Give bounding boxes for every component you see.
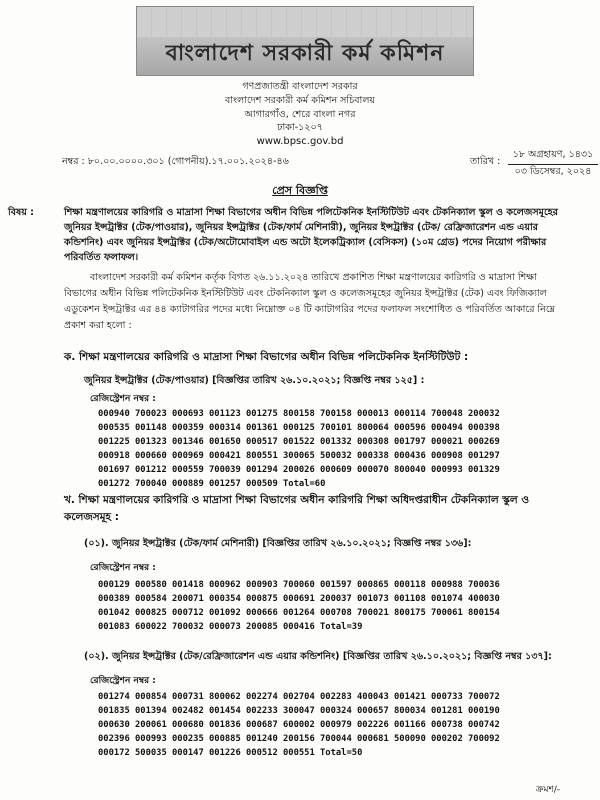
registration-number: 001166	[394, 720, 426, 730]
registration-number: 300065	[283, 451, 315, 461]
registration-number: 700044	[320, 734, 352, 744]
registration-row	[98, 421, 505, 435]
registration-row	[98, 704, 505, 718]
registration-number: 001272	[98, 479, 130, 489]
registration-number: 000125	[283, 423, 315, 433]
registration-number: 000147	[172, 748, 204, 758]
section-a-post: জুনিয়র ইন্সট্রাক্টর (টেক/পাওয়ার) [বিজ্ঞপ্তির তারিখ ২৬.১০.২০২১; বিজ্ঞপ্তি নম্বর ১২৫] :	[84, 375, 425, 386]
date-label: তারিখ :	[470, 156, 501, 167]
registration-number: 000742	[468, 720, 500, 730]
registration-number: 000324	[320, 706, 352, 716]
registration-number: 200061	[135, 720, 167, 730]
registration-number: 001418	[172, 580, 204, 590]
registration-number: 001108	[394, 594, 426, 604]
registration-number: 001346	[172, 437, 204, 447]
section-a-reg-grid	[98, 407, 505, 491]
registration-number: 600002	[283, 720, 315, 730]
registration-number: 001074	[431, 594, 463, 604]
registration-number: 700036	[468, 580, 500, 590]
section-b-post-1: (০১). জুনিয়র ইন্সট্রাক্টর (টেক/ফার্ম মেশিনারী) [বিজ্ঞপ্তির তারিখ ২৬.১০.২০২১; বিজ্ঞপ্তি নম্বর ১৩৬]:	[84, 538, 472, 549]
registration-number: 000889	[172, 479, 204, 489]
registration-row	[98, 449, 505, 463]
registration-number: 700023	[135, 409, 167, 419]
registration-number: 000708	[320, 608, 352, 618]
registration-number: 000825	[135, 608, 167, 618]
registration-number: 000517	[246, 437, 278, 447]
registration-number: 001148	[135, 423, 167, 433]
registration-row	[98, 435, 505, 449]
registration-number: 001092	[209, 608, 241, 618]
registration-number: 000354	[209, 594, 241, 604]
registration-number: 000962	[209, 580, 241, 590]
registration-number: 001212	[135, 465, 167, 475]
registration-number: 001332	[320, 437, 352, 447]
registration-number: 001123	[209, 409, 241, 419]
registration-number: 000630	[98, 720, 130, 730]
registration-number: 000993	[431, 465, 463, 475]
registration-number: 200026	[283, 465, 315, 475]
registration-number: 000666	[246, 608, 278, 618]
registration-number: 001329	[468, 465, 500, 475]
registration-number: 000712	[172, 608, 204, 618]
header-city: ঢাকা-১২০৭	[277, 122, 323, 133]
registration-number: 001323	[135, 437, 167, 447]
registration-number: 800175	[394, 608, 426, 618]
registration-number: 000073	[209, 622, 241, 632]
registration-number: 000731	[172, 692, 204, 702]
registration-number: 600022	[135, 622, 167, 632]
registration-number: 001797	[394, 437, 426, 447]
registration-number: 000584	[135, 594, 167, 604]
registration-row	[98, 463, 505, 477]
registration-number: 001042	[98, 608, 130, 618]
registration-row	[98, 578, 505, 592]
registration-row	[98, 718, 505, 732]
registration-number: 001361	[246, 423, 278, 433]
registration-number: 000235	[172, 734, 204, 744]
registration-number: 000609	[320, 465, 352, 475]
registration-number: 000338	[357, 451, 389, 461]
registration-row	[98, 746, 505, 760]
registration-number: 002233	[246, 706, 278, 716]
registration-number: 001240	[246, 734, 278, 744]
memo-date	[508, 148, 598, 180]
registration-number: 002274	[246, 692, 278, 702]
registration-row	[98, 407, 505, 421]
registration-number: 002283	[320, 692, 352, 702]
registration-number: 000680	[172, 720, 204, 730]
registration-number: 000865	[357, 580, 389, 590]
registration-number: 002482	[172, 706, 204, 716]
registration-number: 002396	[98, 734, 130, 744]
registration-row	[98, 606, 505, 620]
registration-number: 001225	[98, 437, 130, 447]
registration-number: 000580	[135, 580, 167, 590]
registration-number: 001836	[209, 720, 241, 730]
section-a-heading: ক. শিক্ষা মন্ত্রণালয়ের কারিগরি ও মাদ্রাসা শিক্ষা বিভাগের অধীন বিভিন্ন পলিটেকনিক ইনস্টিটিউট :	[64, 351, 469, 363]
header-website: www.bpsc.gov.bd	[256, 136, 344, 147]
date-english: ০৩ ডিসেম্বর, ২০২৪	[514, 166, 592, 177]
registration-number: 800158	[283, 409, 315, 419]
registration-number: 700060	[283, 580, 315, 590]
section-b-reg-label-2: রেজিস্ট্রেশন নম্বর :	[90, 676, 156, 686]
registration-number: 500035	[135, 748, 167, 758]
registration-number: 001835	[98, 706, 130, 716]
section-b-heading: খ. শিক্ষা মন্ত্রণালয়ের কারিগরি ও মাদ্রাসা শিক্ষা বিভাগের অধীন কারিগরি শিক্ষা অধিদপ্তরাধীন টেকনিক্যাল স্কুল ও কলেজসমূহ :	[64, 494, 530, 523]
registration-number: 700048	[431, 409, 463, 419]
commission-banner-photo	[136, 6, 474, 76]
registration-number: 400043	[357, 692, 389, 702]
registration-number: 001297	[468, 451, 500, 461]
registration-number: 000903	[246, 580, 278, 590]
registration-number: 000693	[172, 409, 204, 419]
header-address: আগারগাঁও, শেরে বাংলা নগর	[244, 109, 356, 120]
registration-number: 000416	[283, 622, 315, 632]
registration-number: 000885	[209, 734, 241, 744]
registration-number: 000509	[246, 479, 278, 489]
registration-number: 000738	[431, 720, 463, 730]
page-title: প্রেস বিজ্ঞপ্তি	[272, 184, 328, 197]
registration-number: 000494	[431, 423, 463, 433]
registration-number: 000512	[246, 748, 278, 758]
registration-number: 700021	[357, 608, 389, 618]
registration-number: 000013	[357, 409, 389, 419]
registration-number: 800034	[394, 706, 426, 716]
registration-number: 700061	[431, 608, 463, 618]
registration-number: 001650	[209, 437, 241, 447]
registration-number: 001597	[320, 580, 352, 590]
registration-number: 001073	[357, 594, 389, 604]
registration-number: 000269	[468, 437, 500, 447]
registration-number: 700092	[468, 734, 500, 744]
date-bangla: ১৮ অগ্রহায়ণ, ১৪৩১	[508, 148, 598, 165]
header-govt: গণপ্রজাতন্ত্রী বাংলাদেশ সরকার	[242, 81, 358, 92]
registration-number: 001522	[283, 437, 315, 447]
registration-number: 800062	[209, 692, 241, 702]
registration-number: 500032	[320, 451, 352, 461]
registration-number: 000314	[209, 423, 241, 433]
registration-number: 800040	[394, 465, 426, 475]
intro-paragraph: বাংলাদেশ সরকারী কর্ম কমিশন কর্তৃক বিগত ২৬.১১.২০২৪ তারিখে প্রকাশিত শিক্ষা মন্ত্রণালয়ের কারিগরি ও মাদ্রাসা শিক্ষা বিভাগের অধীন বিভিন্ন পলিটেকনিক ইনস্টিটিউট এবং টেকনিক্যাল স্কুল ও কলেজসমূহের জুনিয়র ইন্সট্রাক্টর (টেক) এবং ফিজিক্যাল এডুকেশন ইন্সট্রাক্টর এর ৪৪ ক্যাটাগরির পদের মধ্যে নিম্নোক্ত ০৪ টি ক্যাটাগরির পদের ফলাফল সংশোধিত ও পরিবর্তিত আকারে নিম্নে প্রকাশ করা হলো :	[64, 272, 555, 331]
registration-number: 002704	[283, 692, 315, 702]
section-b-reg-grid-1	[98, 578, 505, 634]
registration-number: 000596	[394, 423, 426, 433]
registration-number: 700040	[135, 479, 167, 489]
registration-number: 001421	[394, 692, 426, 702]
registration-number: 700039	[209, 465, 241, 475]
registration-number: 001264	[283, 608, 315, 618]
banner-sign-text: বাংলাদেশ সরকারী কর্ম কমিশন	[165, 40, 445, 66]
registration-number: 400030	[468, 594, 500, 604]
registration-number: 000993	[135, 734, 167, 744]
registration-number: 000118	[394, 580, 426, 590]
section-b-post-2: (০২). জুনিয়র ইন্সট্রাক্টর (টেক/রেফ্রিজারেশন এন্ড এয়ার কন্ডিশনিং) [বিজ্ঞপ্তির তারিখ ২৬.১০.২০২১; বিজ্ঞপ্তি নম্বর ১৩৭]:	[84, 651, 552, 662]
registration-number: 000436	[394, 451, 426, 461]
registration-number: 000875	[246, 594, 278, 604]
registration-number: 500090	[394, 734, 426, 744]
registration-number: 000551	[283, 748, 315, 758]
registration-number: 001281	[431, 706, 463, 716]
registration-row	[98, 732, 505, 746]
registration-row	[98, 690, 505, 704]
registration-total: Total=60	[283, 479, 326, 489]
registration-number: 000308	[357, 437, 389, 447]
registration-number: 000190	[468, 706, 500, 716]
registration-number: 001226	[209, 748, 241, 758]
registration-number: 001697	[98, 465, 130, 475]
registration-number: 700072	[468, 692, 500, 702]
registration-number: 000421	[209, 451, 241, 461]
section-b-reg-label-1: রেজিস্ট্রেশন নম্বর :	[90, 563, 156, 573]
registration-number: 000021	[431, 437, 463, 447]
registration-number: 000940	[98, 409, 130, 419]
registration-number: 000559	[172, 465, 204, 475]
registration-row	[98, 477, 505, 491]
memo-number: নম্বর : ৮০.০০.০০০০.৩০১ (গোপনীয়).১৭.০০১.২০২৪-৪৬	[62, 156, 289, 167]
registration-number: 700032	[172, 622, 204, 632]
registration-number: 001394	[135, 706, 167, 716]
registration-number: 800551	[246, 451, 278, 461]
registration-number: 300047	[283, 706, 315, 716]
registration-number: 800154	[468, 608, 500, 618]
section-a-reg-label: রেজিস্ট্রেশন নম্বর :	[90, 394, 156, 404]
registration-number: 000979	[320, 720, 352, 730]
registration-number: 000733	[431, 692, 463, 702]
section-b-reg-grid-2	[98, 690, 505, 760]
registration-number: 000202	[431, 734, 463, 744]
registration-number: 000129	[98, 580, 130, 590]
registration-total: Total=39	[320, 622, 363, 632]
registration-number: 000070	[357, 465, 389, 475]
registration-number: 000398	[468, 423, 500, 433]
subject-block	[8, 205, 558, 265]
registration-total: Total=50	[320, 748, 363, 758]
registration-number: 001274	[98, 692, 130, 702]
registration-number: 000660	[135, 451, 167, 461]
registration-number: 001294	[246, 465, 278, 475]
registration-number: 200156	[283, 734, 315, 744]
continued-note: ক্রমশ/-	[536, 785, 561, 795]
registration-number: 200071	[172, 594, 204, 604]
registration-number: 200037	[320, 594, 352, 604]
registration-number: 000359	[172, 423, 204, 433]
registration-row	[98, 592, 505, 606]
registration-number: 000681	[357, 734, 389, 744]
registration-number: 000918	[98, 451, 130, 461]
registration-number: 000172	[98, 748, 130, 758]
registration-number: 200032	[468, 409, 500, 419]
registration-number: 700101	[320, 423, 352, 433]
registration-number: 000908	[431, 451, 463, 461]
registration-number: 000389	[98, 594, 130, 604]
registration-number: 000687	[246, 720, 278, 730]
registration-row	[98, 620, 505, 634]
registration-number: 001454	[209, 706, 241, 716]
registration-number: 000691	[283, 594, 315, 604]
registration-number: 000969	[172, 451, 204, 461]
registration-number: 000657	[357, 706, 389, 716]
registration-number: 200085	[246, 622, 278, 632]
registration-number: 000535	[98, 423, 130, 433]
registration-number: 001083	[98, 622, 130, 632]
header-secretariat: বাংলাদেশ সরকারী কর্ম কমিশন সচিবালয়	[224, 95, 375, 106]
registration-number: 700158	[320, 409, 352, 419]
registration-number: 800064	[357, 423, 389, 433]
registration-number: 000114	[394, 409, 426, 419]
registration-number: 000854	[135, 692, 167, 702]
registration-number: 001257	[209, 479, 241, 489]
registration-number: 001275	[246, 409, 278, 419]
subject-text: শিক্ষা মন্ত্রণালয়ের কারিগরি ও মাদ্রাসা শিক্ষা বিভাগের অধীন বিভিন্ন পলিটেকনিক ইনস্টিটিউট এবং টেকনিক্যাল স্কুল ও কলেজসমূহের জুনিয়র ইন্সট্রাক্টর (টেক/পাওয়ার), জুনিয়র ইন্সট্রাক্টর (টেক/ফার্ম মেশিনারী), জুনিয়র ইন্সট্রাক্টর (টেক/ রেফ্রিজারেশন এন্ড এয়ার কন্ডিশনিং) এবং জুনিয়র ইন্সট্রাক্টর (টেক/অটোমোবাইল এন্ড অটো ইলেকট্রিক্যাল (বেসিকস) (১০ম গ্রেড) পদের নিয়োগ পরীক্ষার পরিবর্তিত ফলাফল।	[64, 207, 558, 263]
registration-number: 002226	[357, 720, 389, 730]
registration-number: 000988	[431, 580, 463, 590]
subject-label: বিষয় :	[8, 207, 34, 218]
